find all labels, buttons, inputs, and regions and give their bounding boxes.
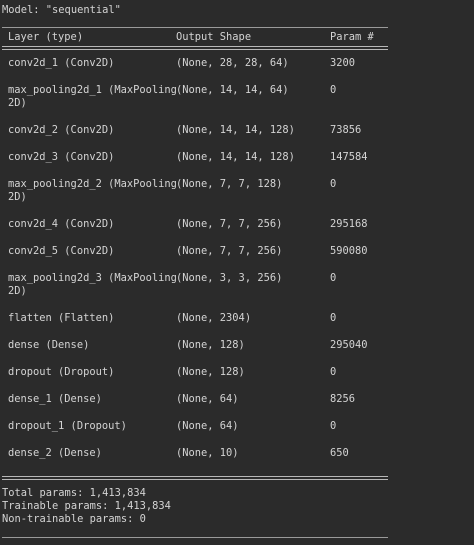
layer-cell: conv2d_2 (Conv2D) bbox=[8, 124, 115, 136]
output-shape-cell: (None, 7, 7, 128) bbox=[176, 178, 283, 190]
output-shape-cell: (None, 14, 14, 128) bbox=[176, 151, 295, 163]
layer-cell: conv2d_4 (Conv2D) bbox=[8, 218, 115, 230]
footer-double-rule bbox=[2, 476, 388, 480]
layer-cell: dropout_1 (Dropout) bbox=[8, 420, 127, 432]
header-layer-type: Layer (type) bbox=[8, 31, 84, 43]
output-shape-cell: (None, 64) bbox=[176, 393, 239, 405]
layer-cell: flatten (Flatten) bbox=[8, 312, 115, 324]
output-shape-cell: (None, 128) bbox=[176, 339, 245, 351]
param-count-cell: 0 bbox=[330, 272, 337, 284]
param-count-cell: 590080 bbox=[330, 245, 368, 257]
header-double-rule bbox=[2, 46, 388, 50]
top-rule bbox=[2, 27, 388, 28]
non-trainable-params: Non-trainable params: 0 bbox=[2, 513, 146, 525]
header-output-shape: Output Shape bbox=[176, 31, 252, 43]
layer-cell: max_pooling2d_3 (MaxPooling 2D) bbox=[8, 272, 177, 297]
output-shape-cell: (None, 14, 14, 128) bbox=[176, 124, 295, 136]
output-shape-cell: (None, 28, 28, 64) bbox=[176, 57, 289, 69]
param-count-cell: 8256 bbox=[330, 393, 356, 405]
param-count-cell: 0 bbox=[330, 312, 337, 324]
output-shape-cell: (None, 2304) bbox=[176, 312, 252, 324]
layer-cell: dense_1 (Dense) bbox=[8, 393, 102, 405]
param-count-cell: 0 bbox=[330, 84, 337, 96]
param-count-cell: 295040 bbox=[330, 339, 368, 351]
param-count-cell: 147584 bbox=[330, 151, 368, 163]
layer-cell: conv2d_5 (Conv2D) bbox=[8, 245, 115, 257]
param-count-cell: 0 bbox=[330, 366, 337, 378]
output-shape-cell: (None, 128) bbox=[176, 366, 245, 378]
param-count-cell: 295168 bbox=[330, 218, 368, 230]
param-count-cell: 0 bbox=[330, 178, 337, 190]
layer-cell: conv2d_3 (Conv2D) bbox=[8, 151, 115, 163]
param-count-cell: 73856 bbox=[330, 124, 362, 136]
layer-cell: conv2d_1 (Conv2D) bbox=[8, 57, 115, 69]
header-param-count: Param # bbox=[330, 31, 374, 43]
layer-cell: dense (Dense) bbox=[8, 339, 90, 351]
layer-cell: dropout (Dropout) bbox=[8, 366, 115, 378]
output-shape-cell: (None, 14, 14, 64) bbox=[176, 84, 289, 96]
param-count-cell: 650 bbox=[330, 447, 349, 459]
param-count-cell: 3200 bbox=[330, 57, 356, 69]
total-params: Total params: 1,413,834 bbox=[2, 487, 146, 499]
layer-cell: max_pooling2d_2 (MaxPooling 2D) bbox=[8, 178, 177, 203]
output-shape-cell: (None, 7, 7, 256) bbox=[176, 245, 283, 257]
output-shape-cell: (None, 10) bbox=[176, 447, 239, 459]
output-shape-cell: (None, 3, 3, 256) bbox=[176, 272, 283, 284]
trainable-params: Trainable params: 1,413,834 bbox=[2, 500, 171, 512]
param-count-cell: 0 bbox=[330, 420, 337, 432]
layer-cell: dense_2 (Dense) bbox=[8, 447, 102, 459]
output-shape-cell: (None, 7, 7, 256) bbox=[176, 218, 283, 230]
model-name-line: Model: "sequential" bbox=[2, 4, 121, 16]
output-shape-cell: (None, 64) bbox=[176, 420, 239, 432]
layer-cell: max_pooling2d_1 (MaxPooling 2D) bbox=[8, 84, 177, 109]
bottom-rule bbox=[2, 537, 388, 538]
